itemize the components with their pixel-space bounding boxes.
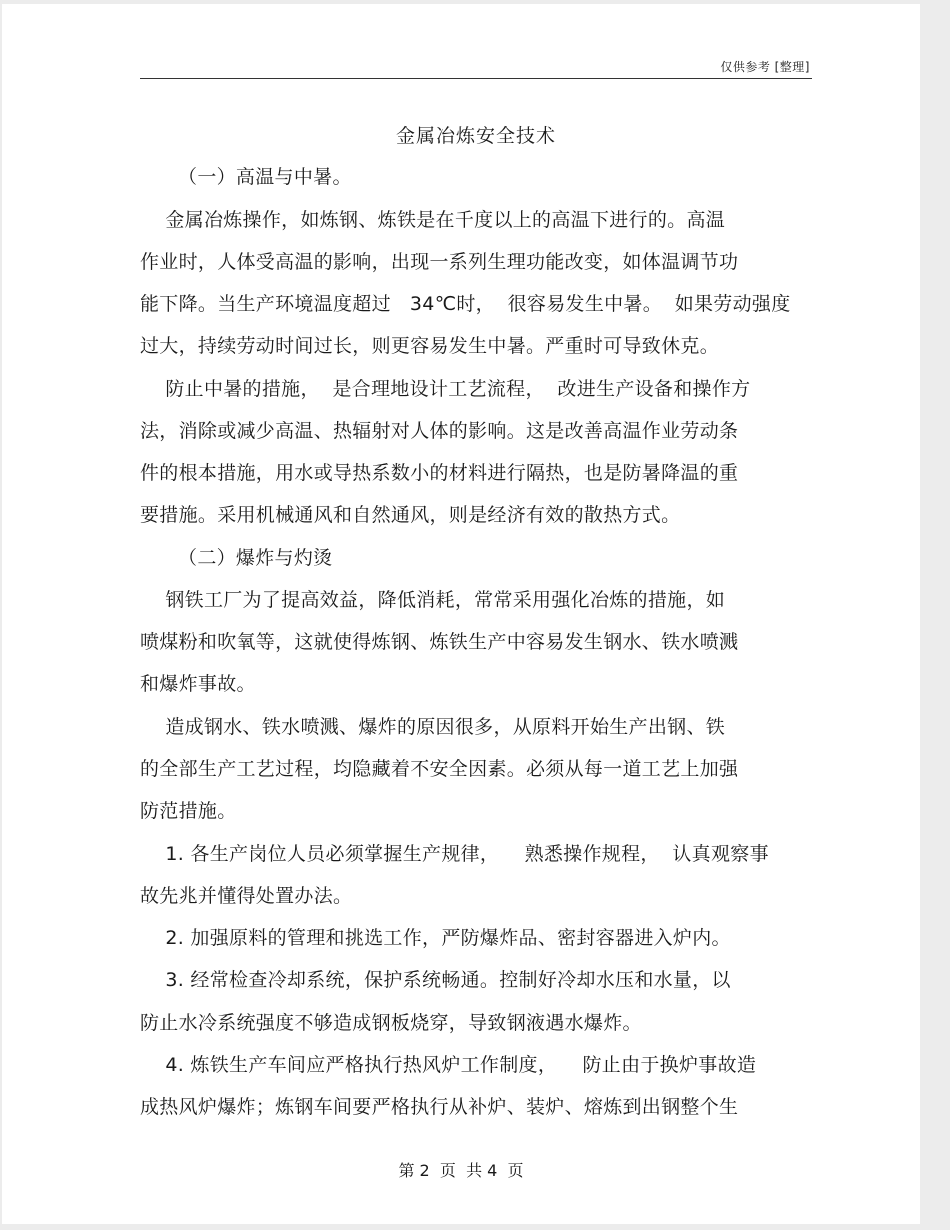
list-item-line: 2. 加强原料的管理和挑选工作，严防爆炸品、密封容器进入炉内。 (140, 927, 731, 949)
paragraph-line: 防止中暑的措施， 是合理地设计工艺流程， 改进生产设备和操作方 (140, 378, 751, 400)
paragraph-line: 法，消除或减少高温、热辐射对人体的影响。这是改善高温作业劳动条 (140, 420, 739, 442)
paragraph-line: 造成钢水、铁水喷溅、爆炸的原因很多，从原料开始生产出钢、铁 (140, 716, 726, 738)
document-page (2, 4, 920, 1224)
list-item-line: 防止水冷系统强度不够造成钢板烧穿，导致钢液遇水爆炸。 (140, 1012, 642, 1034)
paragraph-line: 件的根本措施，用水或导热系数小的材料进行隔热，也是防暑降温的重 (140, 462, 739, 484)
list-item-line: 故先兆并懂得处置办法。 (140, 885, 353, 907)
paragraph-line: 要措施。采用机械通风和自然通风，则是经济有效的散热方式。 (140, 504, 681, 526)
list-item-line: 3. 经常检查冷却系统，保护系统畅通。控制好冷却水压和水量，以 (140, 969, 731, 991)
list-item-line: 4. 炼铁生产车间应严格执行热风炉工作制度， 防止由于换炉事故造 (140, 1054, 757, 1076)
section-heading-2: （二）爆炸与灼烫 (140, 547, 333, 569)
document-title: 金属冶炼安全技术 (395, 125, 556, 147)
paragraph-line: 钢铁工厂为了提高效益，降低消耗，常常采用强化冶炼的措施，如 (140, 589, 726, 611)
paragraph-line: 作业时，人体受高温的影响，出现一系列生理功能改变，如体温调节功 (140, 251, 739, 273)
header-note: 仅供参考 [整理] (720, 60, 810, 74)
paragraph-line: 金属冶炼操作，如炼钢、炼铁是在千度以上的高温下进行的。高温 (140, 209, 726, 231)
header-divider (140, 78, 812, 79)
paragraph-line: 喷煤粉和吹氧等，这就使得炼钢、炼铁生产中容易发生钢水、铁水喷溅 (140, 631, 739, 653)
paragraph-line: 的全部生产工艺过程，均隐藏着不安全因素。必须从每一道工艺上加强 (140, 758, 739, 780)
list-item-line: 成热风炉爆炸；炼钢车间要严格执行从补炉、装炉、熔炼到出钢整个生 (140, 1096, 739, 1118)
page-number: 第 2 页 共 4 页 (398, 1161, 524, 1180)
section-heading-1: （一）高温与中暑。 (140, 166, 352, 188)
paragraph-line: 防范措施。 (140, 800, 237, 822)
list-item-line: 1. 各生产岗位人员必须掌握生产规律， 熟悉操作规程， 认真观察事 (140, 843, 769, 865)
paragraph-line: 和爆炸事故。 (140, 673, 256, 695)
paragraph-line: 能下降。当生产环境温度超过 34℃时， 很容易发生中暑。 如果劳动强度 (140, 293, 791, 315)
paragraph-line: 过大，持续劳动时间过长，则更容易发生中暑。严重时可导致休克。 (140, 335, 720, 357)
